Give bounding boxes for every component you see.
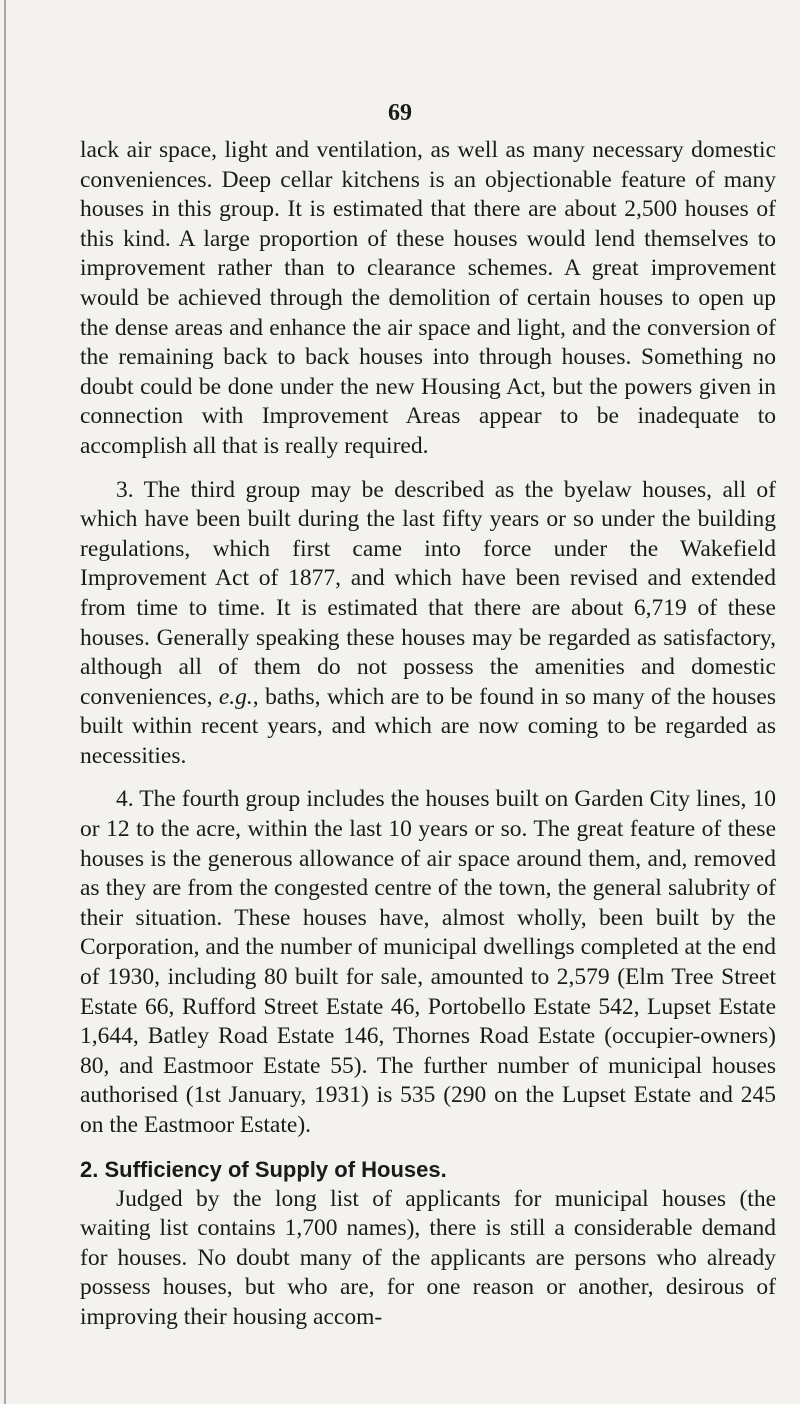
- page-body: [80, 136, 776, 1333]
- paragraph-group-3-eg: e.g.: [218, 683, 253, 710]
- paragraph-continuation: lack air space, light and ventilation, as well as many necessary domestic conveniences. Deep cellar kitchens is an objectionable feature of many houses in this group. It is estimated that there are about 2,500 houses of this kind. A large proportion of these houses would lend themselves to improvement rather than to clearance schemes. A great improvement would be achieved through the demolition of certain houses to open up the dense areas and enhance the air space and light, and the conversion of the remaining back to back houses into through houses. Something no doubt could be done under the new Housing Act, but the powers given in connection with Improvement Areas appear to be inadequate to accomplish all that is really required.: [80, 137, 776, 459]
- section-heading-sufficiency: 2. Sufficiency of Supply of Houses.: [80, 1156, 447, 1182]
- paragraph-group-3: [80, 476, 776, 772]
- paragraph-group-4: 4. The fourth group includes the houses built on Garden City lines, 10 or 12 to the acre, within the last 10 years or so. The great feature of these houses is the generous allowance of air space around them, and, removed as they are from the congested centre of the town, the general salubrity of their situation. These houses have, almost wholly, been built by the Corporation, and the number of municipal dwellings completed at the end of 1930, including 80 built for sale, amounted to 2,579 (Elm Tree Street Estate 66, Rufford Street Estate 46, Portobello Estate 542, Lupset Estate 1,644, Batley Road Estate 146, Thornes Road Estate (occupier-owners) 80, and Eastmoor Estate 55). The further number of municipal houses authorised (1st January, 1931) is 535 (290 on the Lupset Estate and 245 on the Eastmoor Estate).: [80, 786, 776, 1138]
- paragraph-group-3-text-a: 3. The third group may be described as the byelaw houses, all of which have been built during the last fifty years or so under the building regulations, which first came into force under the Wakefield Improvement Act of 1877, and which have been revised and extended from time to time. It is estimated that there are about 6,719 of these houses. Generally speaking these houses may be regarded as satisfactory, although all of them do not possess the amenities and domestic conveniences,: [80, 476, 776, 710]
- paragraph-sufficiency: Judged by the long list of applicants for municipal houses (the waiting list contains 1,700 names), there is still a considerable demand for houses. No doubt many of the applicants are persons who already possess houses, but who are, for one reason or another, desirous of improving their housing accom-: [80, 1185, 776, 1330]
- scan-edge-line: [4, 0, 6, 1404]
- page-number: 69: [388, 100, 412, 126]
- paragraph-group-3-text-b: , baths, which are to be found in so many of the houses built within recent years, and which are now coming to be regarded as necessities.: [80, 683, 776, 769]
